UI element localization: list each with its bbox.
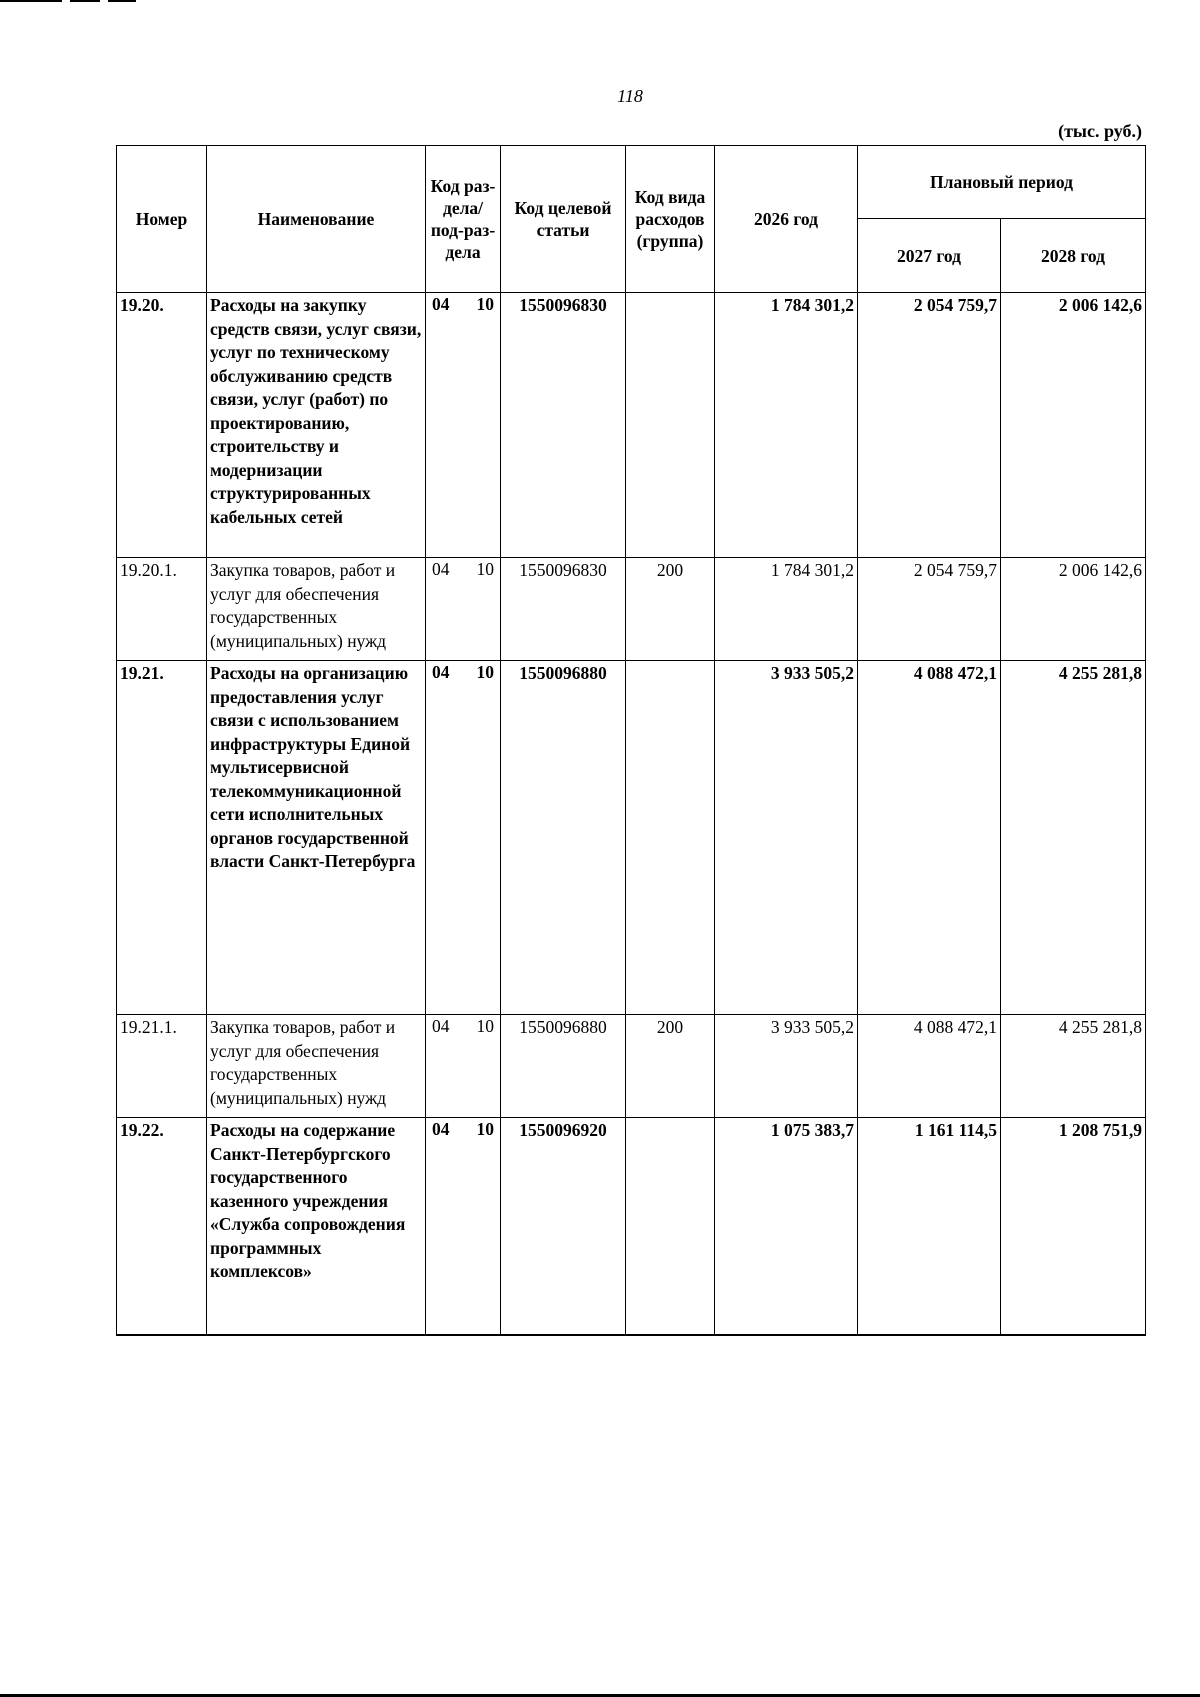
row-number: 19.21. bbox=[117, 661, 207, 1015]
row-podrazdel-code: 10 bbox=[476, 1119, 494, 1139]
table-row bbox=[117, 558, 1146, 661]
row-value-2027: 2 054 759,7 bbox=[858, 293, 1001, 558]
row-name: Расходы на организацию предоставления услуг связи с использованием инфраструктуры Единой мультисервисной телекоммуникационной сети исполнительных органов государственной власти Санкт-Петербурга bbox=[207, 661, 426, 1015]
row-name: Расходы на содержание Санкт-Петербургского государственного казенного учреждения «Служба сопровождения программных комплексов» bbox=[207, 1118, 426, 1335]
scan-corner-mark bbox=[70, 0, 100, 2]
row-razdel bbox=[426, 293, 501, 558]
row-value-2027: 4 088 472,1 bbox=[858, 1015, 1001, 1118]
row-razdel-code: 04 bbox=[432, 559, 450, 579]
row-target-code: 1550096830 bbox=[501, 293, 626, 558]
scan-corner-mark bbox=[0, 0, 62, 2]
row-expense-type bbox=[626, 293, 715, 558]
table-row bbox=[117, 1118, 1146, 1335]
header-number: Номер bbox=[117, 146, 207, 293]
row-name: Закупка товаров, работ и услуг для обеспечения государственных (муниципальных) нужд bbox=[207, 558, 426, 661]
row-number: 19.21.1. bbox=[117, 1015, 207, 1118]
row-expense-type bbox=[626, 661, 715, 1015]
units-label: (тыс. руб.) bbox=[1058, 121, 1142, 141]
header-expense-type: Код вида расходов (группа) bbox=[626, 146, 715, 293]
row-podrazdel-code: 10 bbox=[476, 294, 494, 314]
row-razdel bbox=[426, 661, 501, 1015]
row-number: 19.20.1. bbox=[117, 558, 207, 661]
table-row bbox=[117, 293, 1146, 558]
row-razdel bbox=[426, 1015, 501, 1118]
row-value-2026: 1 075 383,7 bbox=[715, 1118, 858, 1335]
scan-corner-mark bbox=[108, 0, 136, 2]
page-number: 118 bbox=[617, 86, 643, 106]
row-razdel-code: 04 bbox=[432, 294, 450, 314]
table-row bbox=[117, 1015, 1146, 1118]
header-year-2027: 2027 год bbox=[858, 219, 1001, 293]
row-expense-type: 200 bbox=[626, 1015, 715, 1118]
row-value-2027: 4 088 472,1 bbox=[858, 661, 1001, 1015]
row-expense-type: 200 bbox=[626, 558, 715, 661]
row-value-2026: 1 784 301,2 bbox=[715, 293, 858, 558]
header-planned-period: Плановый период bbox=[858, 146, 1146, 219]
header-name: Наименование bbox=[207, 146, 426, 293]
row-value-2028: 1 208 751,9 bbox=[1001, 1118, 1146, 1335]
row-value-2028: 4 255 281,8 bbox=[1001, 1015, 1146, 1118]
header-razdel: Код раз-дела/ под-раз-дела bbox=[426, 146, 501, 293]
row-razdel bbox=[426, 558, 501, 661]
header-year-2028: 2028 год bbox=[1001, 219, 1146, 293]
row-value-2028: 4 255 281,8 bbox=[1001, 661, 1146, 1015]
row-value-2027: 1 161 114,5 bbox=[858, 1118, 1001, 1335]
row-podrazdel-code: 10 bbox=[476, 662, 494, 682]
header-target-code: Код целевой статьи bbox=[501, 146, 626, 293]
row-value-2028: 2 006 142,6 bbox=[1001, 293, 1146, 558]
row-value-2028: 2 006 142,6 bbox=[1001, 558, 1146, 661]
row-razdel-code: 04 bbox=[432, 1016, 450, 1036]
row-value-2026: 3 933 505,2 bbox=[715, 1015, 858, 1118]
row-target-code: 1550096830 bbox=[501, 558, 626, 661]
row-razdel-code: 04 bbox=[432, 1119, 450, 1139]
row-target-code: 1550096920 bbox=[501, 1118, 626, 1335]
row-target-code: 1550096880 bbox=[501, 661, 626, 1015]
budget-table bbox=[116, 145, 1146, 1336]
row-value-2026: 3 933 505,2 bbox=[715, 661, 858, 1015]
row-razdel-code: 04 bbox=[432, 662, 450, 682]
row-razdel bbox=[426, 1118, 501, 1335]
row-target-code: 1550096880 bbox=[501, 1015, 626, 1118]
row-podrazdel-code: 10 bbox=[476, 559, 494, 579]
row-expense-type bbox=[626, 1118, 715, 1335]
row-name: Закупка товаров, работ и услуг для обеспечения государственных (муниципальных) нужд bbox=[207, 1015, 426, 1118]
row-value-2027: 2 054 759,7 bbox=[858, 558, 1001, 661]
table-row bbox=[117, 661, 1146, 1015]
header-year-2026: 2026 год bbox=[715, 146, 858, 293]
row-number: 19.22. bbox=[117, 1118, 207, 1335]
row-podrazdel-code: 10 bbox=[476, 1016, 494, 1036]
row-value-2026: 1 784 301,2 bbox=[715, 558, 858, 661]
row-name: Расходы на закупку средств связи, услуг связи, услуг по техническому обслуживанию средств связи, услуг (работ) по проектированию, строительству и модернизации структурированных кабельных сетей bbox=[207, 293, 426, 558]
row-number: 19.20. bbox=[117, 293, 207, 558]
